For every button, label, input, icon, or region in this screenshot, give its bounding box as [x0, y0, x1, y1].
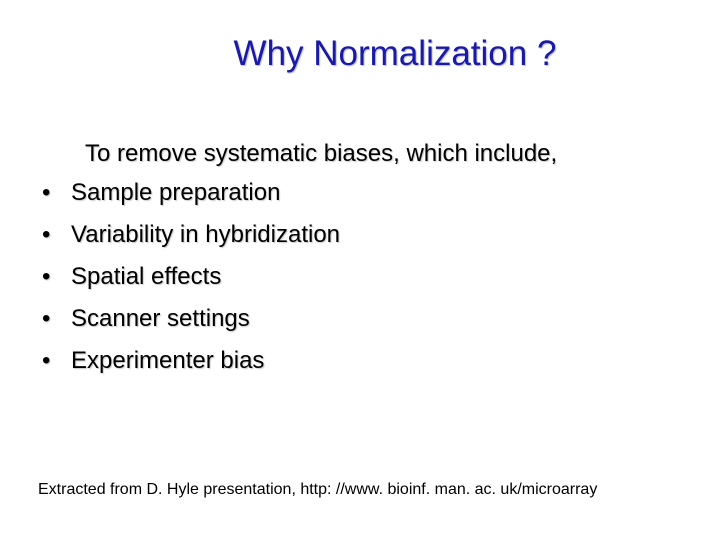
source-citation: Extracted from D. Hyle presentation, http: //www. bioinf. man. ac. uk/microarray — [38, 481, 598, 498]
bullet-icon: • — [42, 305, 51, 332]
bullet-text: Scanner settings — [71, 305, 250, 332]
bullet-icon: • — [42, 263, 51, 290]
bullet-text: Sample preparation — [71, 179, 281, 206]
bullet-text: Experimenter bias — [71, 347, 265, 374]
slide-title: Why Normalization ? — [233, 34, 557, 73]
bullet-icon: • — [42, 221, 51, 248]
bullet-icon: • — [42, 179, 51, 206]
bullet-text: Spatial effects — [71, 263, 222, 290]
bullet-icon: • — [42, 347, 51, 374]
intro-text: To remove systematic biases, which include, — [85, 140, 558, 167]
bullet-text: Variability in hybridization — [71, 221, 341, 248]
